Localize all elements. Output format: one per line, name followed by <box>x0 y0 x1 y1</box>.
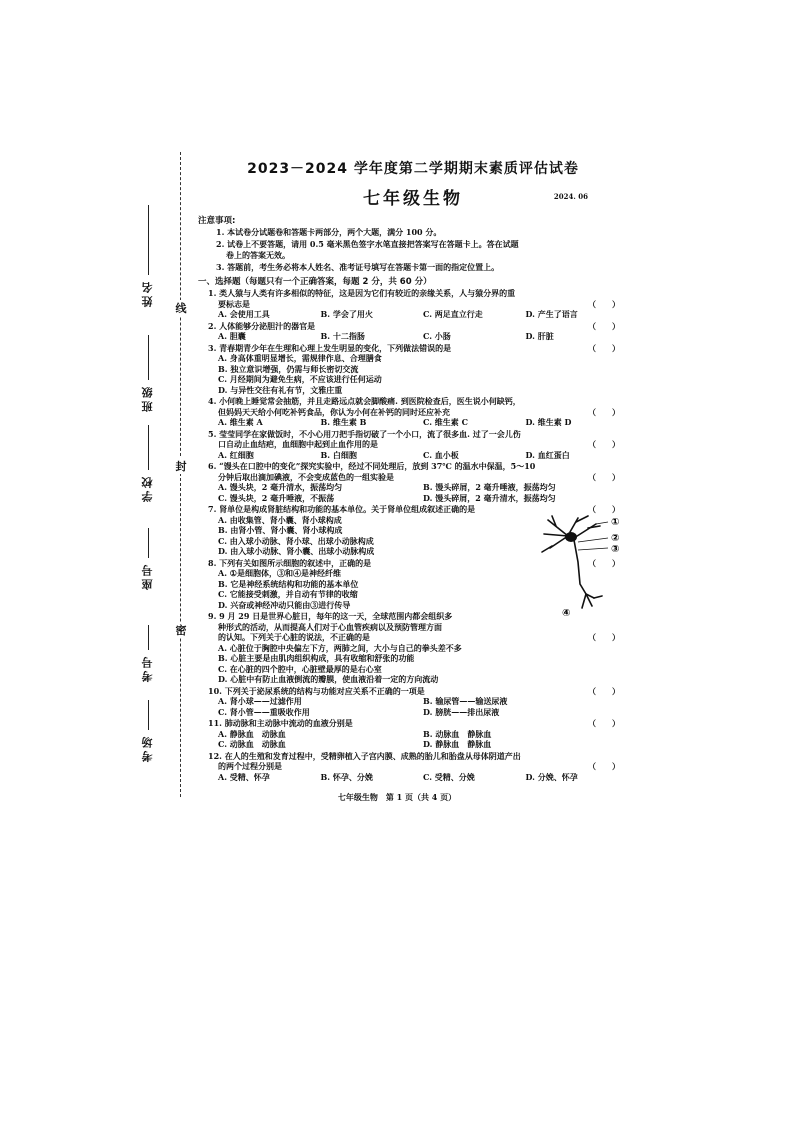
figure-label-4: ④ <box>562 608 571 619</box>
options <box>198 417 628 428</box>
option-B: B. 馒头碎屑，2 毫升唾液，振荡均匀 <box>423 482 556 492</box>
option-D: D. 产生了语言 <box>525 309 578 319</box>
option-D: D. 与异性交往有礼有节，文雅庄重 <box>218 384 343 395</box>
option-A: A. 受精、怀孕 <box>218 771 270 782</box>
notice-item-1: 1. 本试卷分试题卷和答题卡两部分，两个大题，满分 100 分。 <box>216 227 442 237</box>
question-stem-line <box>198 439 628 450</box>
field-class-label: 班级 <box>141 384 154 412</box>
answer-parenthesis: （ ） <box>588 471 620 482</box>
options <box>198 331 628 342</box>
option-A: A. 会使用工具 <box>218 309 270 319</box>
figure-label-3: ③ <box>611 544 620 555</box>
stem-text: 8. 下列有关如图所示细胞的叙述中，正确的是 <box>208 557 372 568</box>
question-2 <box>198 321 628 342</box>
option-D: D. 兴奋或神经冲动只能由③进行传导 <box>218 599 351 610</box>
field-name <box>138 205 158 307</box>
stem-text: 口自动止血结疤，血细胞中起到止血作用的是 <box>218 439 378 449</box>
option-B: B. 输尿管——输送尿液 <box>423 696 508 706</box>
field-name-label: 姓名 <box>141 279 154 307</box>
page-footer: 七年级生物 第 1 页（共 4 页） <box>337 792 457 802</box>
option-B: B. 独立意识增强，仍需与师长密切交流 <box>218 363 359 374</box>
option-D: D. 馒头碎屑，2 毫升清水，振荡均匀 <box>423 492 556 503</box>
option-B: B. 十二指肠 <box>320 331 365 341</box>
option-D: D. 肝脏 <box>525 331 554 341</box>
option-D: D. 膀胱——排出尿液 <box>423 706 500 717</box>
option-A: A. 心脏位于胸腔中央偏左下方，两肺之间，大小与自己的拳头差不多 <box>218 642 462 653</box>
question-stem-line <box>198 321 628 332</box>
question-4 <box>198 396 628 428</box>
field-school-label: 学校 <box>141 474 154 502</box>
option-A: A. 馒头块，2 毫升清水，振荡均匀 <box>218 482 343 492</box>
options <box>198 309 628 320</box>
subtitle-row <box>198 184 628 208</box>
option-D: D. 静脉血 静脉血 <box>423 739 492 749</box>
stem-text: 分钟后取出滴加碘液，不会变成蓝色的一组实验是 <box>218 471 394 482</box>
notice-item-2-line1: 2. 试卷上不要答题，请用 0.5 毫米黑色签字水笔直接把答案写在答题卡上。答在试题 <box>216 239 519 249</box>
answer-parenthesis: （ ） <box>588 761 620 771</box>
exam-title: 2023－2024 学年度第二学期期末素质评估试卷 <box>247 161 579 177</box>
question-5 <box>198 429 628 461</box>
answer-parenthesis: （ ） <box>588 406 620 417</box>
answer-parenthesis: （ ） <box>588 718 620 728</box>
option-A: A. 静脉血 动脉血 <box>218 728 286 739</box>
option-B: B. 维生素 B <box>320 417 367 427</box>
question-stem-line <box>198 632 628 643</box>
answer-parenthesis: （ ） <box>588 685 620 696</box>
option-A: A. 身高体重明显增长，需规律作息、合理膳食 <box>218 353 382 363</box>
options <box>198 729 628 750</box>
answer-parenthesis: （ ） <box>588 439 620 449</box>
option-B: B. 它是神经系统结构和功能的基本单位 <box>218 578 359 589</box>
stem-text: 10. 下列关于泌尿系统的结构与功能对应关系不正确的一项是 <box>208 685 425 696</box>
option-C: C. 维生素 C <box>423 417 468 427</box>
options <box>198 515 498 557</box>
option-C: C. 馒头块，2 毫升唾液，不振荡 <box>218 492 335 503</box>
field-exam-number-label: 考号 <box>141 654 154 682</box>
option-A: A. 由收集管、肾小囊、肾小球构成 <box>218 514 342 525</box>
exam-subtitle: 七年级生物 <box>363 189 463 209</box>
options <box>198 772 628 783</box>
option-B: B. 由肾小管、肾小囊、肾小球构成 <box>218 525 343 535</box>
exam-date: 2024. 06 <box>553 192 588 201</box>
option-D: D. 分娩、怀孕 <box>525 771 578 782</box>
question-stem-line: 1. 类人猿与人类有许多相似的特征，这是因为它们有较近的亲缘关系，人与猿分界的重 <box>208 288 516 298</box>
question-stem-line <box>198 761 628 772</box>
option-C: C. 受精、分娩 <box>423 771 475 782</box>
question-12 <box>198 751 628 783</box>
seal-word-xian: 线 <box>172 300 190 316</box>
question-9 <box>198 611 628 685</box>
field-seat-label: 座号 <box>141 562 154 590</box>
neuron-drawing <box>542 516 602 608</box>
option-A: A. 红细胞 <box>218 449 254 460</box>
option-C: C. 肾小管——重吸收作用 <box>218 706 310 717</box>
option-A: A. 肾小球——过滤作用 <box>218 696 302 706</box>
field-exam-room <box>138 700 158 762</box>
option-C: C. 小肠 <box>423 331 451 341</box>
seal-word-mi: 密 <box>172 622 190 638</box>
stem-text: 但妈妈天天给小何吃补钙食品，你认为小何在补钙的同时还应补充 <box>218 406 450 417</box>
field-seat-line <box>148 528 149 558</box>
answer-parenthesis: （ ） <box>588 557 620 568</box>
question-stem-line: 6. “馒头在口腔中的变化”探究实验中，经过不同处理后，放到 37℃ 的温水中保温，5～10 <box>208 461 536 471</box>
option-D: D. 心脏中有防止血液倒流的瓣膜，使血液沿着一定的方向流动 <box>218 674 439 684</box>
stem-text: 7. 肾单位是构成肾脏结构和功能的基本单位。关于肾单位组成叙述正确的是 <box>208 504 476 514</box>
answer-parenthesis: （ ） <box>588 504 620 514</box>
question-stem-line <box>198 343 628 354</box>
question-6 <box>198 461 628 503</box>
exam-content <box>198 152 628 782</box>
question-stem-line: 4. 小何晚上睡觉常会抽筋，并且走路远点就会脚酸痛. 到医院检查后，医生说小何缺钙， <box>208 396 521 406</box>
stem-text: 2. 人体能够分泌胆汁的器官是 <box>208 320 316 331</box>
notice-item-3: 3. 答题前，考生务必将本人姓名、准考证号填写在答题卡第一面的指定位置上。 <box>216 262 500 272</box>
option-D: D. 由入球小动脉、肾小囊、出球小动脉构成 <box>218 546 375 556</box>
question-stem-line <box>198 407 628 418</box>
option-C: C. 由入球小动脉、肾小球、出球小动脉构成 <box>218 535 374 546</box>
question-stem-line <box>198 686 628 697</box>
field-name-line <box>148 205 149 275</box>
stem-text: 3. 青春期青少年在生理和心理上发生明显的变化，下列做法错误的是 <box>208 342 452 353</box>
question-stem-line: 种形式的活动，从而提高人们对于心血管疾病以及预防管理方面 <box>218 621 442 632</box>
option-B: B. 心脏主要是由肌肉组织构成，具有收缩和舒张的功能 <box>218 653 415 663</box>
field-exam-number <box>138 625 158 682</box>
question-10 <box>198 686 628 718</box>
option-B: B. 怀孕、分娩 <box>320 771 373 782</box>
stem-text: 11. 肺动脉和主动脉中流动的血液分别是 <box>208 718 353 728</box>
option-C: C. 血小板 <box>423 449 459 460</box>
neuron-cell-body <box>565 532 577 542</box>
figure-label-1: ① <box>611 517 620 528</box>
neuron-figure <box>538 512 618 622</box>
seal-word-feng: 封 <box>172 458 190 474</box>
stem-text: 要标志是 <box>218 298 250 309</box>
question-3 <box>198 343 628 396</box>
option-D: D. 维生素 D <box>525 417 572 427</box>
option-C: C. 两足直立行走 <box>423 309 483 319</box>
answer-parenthesis: （ ） <box>588 298 620 309</box>
field-class <box>138 335 158 412</box>
field-school <box>138 425 158 502</box>
question-stem-line <box>198 718 628 729</box>
field-class-line <box>148 335 149 380</box>
option-A: A. 维生素 A <box>218 417 263 427</box>
question-11 <box>198 718 628 750</box>
stem-text: 的认知。下列关于心脏的说法，不正确的是 <box>218 632 370 642</box>
question-stem-line <box>198 472 628 483</box>
options <box>198 353 628 395</box>
option-C: C. 动脉血 动脉血 <box>218 739 286 749</box>
option-A: A. 胆囊 <box>218 331 246 341</box>
options <box>198 568 498 610</box>
field-exam-number-line <box>148 625 149 650</box>
field-exam-room-line <box>148 700 149 730</box>
option-B: B. 白细胞 <box>320 449 357 460</box>
field-exam-room-label: 考场 <box>141 734 154 762</box>
answer-parenthesis: （ ） <box>588 342 620 353</box>
option-B: B. 学会了用火 <box>320 309 373 319</box>
notice-item-2-line2: 卷上的答案无效。 <box>226 250 290 260</box>
question-stem-line: 12. 在人的生殖和发育过程中，受精卵植入子宫内膜、成熟的胎儿和胎盘从母体阴道产出 <box>208 750 521 761</box>
option-C: C. 在心脏的四个腔中，心脏壁最厚的是右心室 <box>218 663 382 674</box>
notice-item-2 <box>198 239 628 261</box>
option-C: C. 月经期间为避免生病，不应该进行任何运动 <box>218 374 382 384</box>
options <box>198 450 628 461</box>
option-C: C. 它能接受刺激，并自动有节律的收缩 <box>218 589 358 599</box>
notice-heading: 注意事项: <box>198 216 236 226</box>
field-seat <box>138 528 158 590</box>
question-stem-line: 9. 9 月 29 日是世界心脏日，每年的这一天，全球范围内都会组织多 <box>208 611 453 621</box>
option-A: A. ①是细胞体，③和④是神经纤维 <box>218 568 341 578</box>
answer-parenthesis: （ ） <box>588 632 620 642</box>
field-school-line <box>148 425 149 470</box>
option-D: D. 血红蛋白 <box>525 449 570 460</box>
option-B: B. 动脉血 静脉血 <box>423 728 492 739</box>
question-stem-line <box>198 299 628 310</box>
stem-text: 的两个过程分别是 <box>218 761 282 771</box>
options <box>198 482 628 503</box>
figure-label-2: ② <box>611 533 620 544</box>
answer-parenthesis: （ ） <box>588 320 620 331</box>
question-1 <box>198 288 628 320</box>
options <box>198 643 628 685</box>
options <box>198 696 628 717</box>
question-stem-line: 5. 莹莹同学在家做饭时，不小心用刀把手指切破了一个小口，流了很多血. 过了一会儿伤 <box>208 428 521 439</box>
section-heading: 一、选择题（每题只有一个正确答案，每题 2 分，共 60 分） <box>198 277 432 287</box>
binding-dashed-line <box>180 152 181 797</box>
